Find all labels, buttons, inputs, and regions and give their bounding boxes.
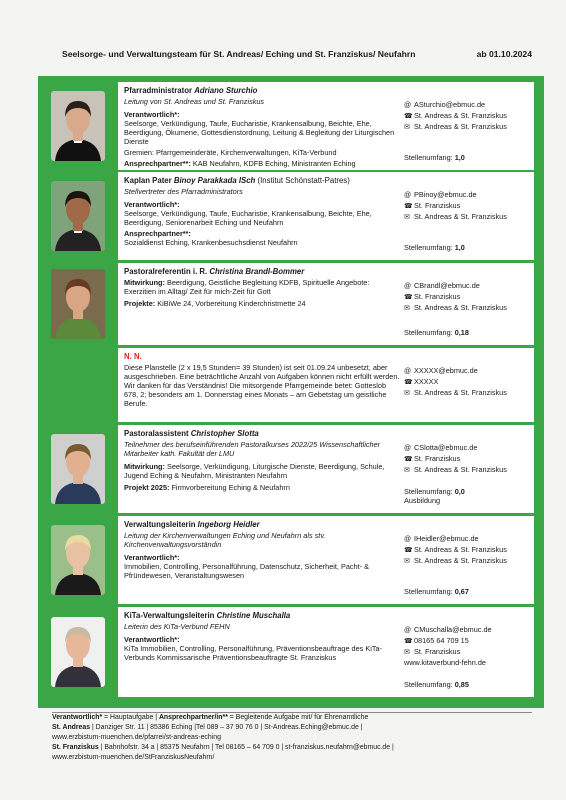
portrait-photo xyxy=(51,434,105,504)
at-icon: @ xyxy=(404,445,412,452)
staff-entry xyxy=(44,348,534,422)
staff-name-line xyxy=(124,520,400,530)
staff-scope: Stellenumfang: 1,0 xyxy=(404,152,465,162)
staff-name-line xyxy=(124,611,400,621)
staff-scope: Stellenumfang: 0,18 xyxy=(404,327,469,337)
staff-role: Pastoralreferentin i. R. xyxy=(124,267,208,276)
contact-list xyxy=(404,100,528,133)
envelope-icon: ✉ xyxy=(404,467,410,475)
contact-list xyxy=(404,534,528,567)
staff-details xyxy=(124,352,404,418)
portrait-image xyxy=(51,434,105,504)
contact-mail: ✉ St. Franziskus xyxy=(404,647,528,658)
staff-details xyxy=(124,86,404,169)
photo-cell xyxy=(44,516,112,604)
photo-cell xyxy=(44,425,112,513)
contact-list xyxy=(404,366,528,399)
contact-mail: ✉ St. Andreas & St. Franziskus xyxy=(404,303,528,314)
envelope-icon: ✉ xyxy=(404,649,410,657)
document-date: ab 01.10.2024 xyxy=(476,49,532,59)
staff-details xyxy=(124,429,404,509)
staff-details xyxy=(124,611,404,693)
contact-phone: ☎St. Franziskus xyxy=(404,201,528,212)
at-icon: @ xyxy=(404,192,412,199)
envelope-icon: ✉ xyxy=(404,390,410,398)
staff-name: Christopher Slotta xyxy=(190,429,259,438)
staff-role: Pfarradministrator xyxy=(124,86,193,95)
portrait-photo xyxy=(51,181,105,251)
portrait-photo xyxy=(51,617,105,687)
contact-phone: ☎08165 64 709 15 xyxy=(404,636,528,647)
contact-email[interactable]: @ CMuschalla@ebmuc.de xyxy=(404,625,528,636)
contact-list xyxy=(404,281,528,314)
contact-phone: ☎XXXXX xyxy=(404,377,528,388)
staff-card xyxy=(118,82,534,170)
staff-entry xyxy=(44,82,534,170)
staff-name: Adriano Sturchio xyxy=(194,86,258,95)
portrait-image xyxy=(51,91,105,161)
phone-icon: ☎ xyxy=(404,379,413,387)
staff-role: KiTa-Verwaltungsleiterin xyxy=(124,611,215,620)
staff-entry xyxy=(44,516,534,604)
staff-scope: Stellenumfang: 0,67 xyxy=(404,586,469,596)
staff-block: Mitwirkung: Beerdigung, Geistliche Begleitung KDFB, Spirituelle Angebote: Exerzitien im Alltag/ Zeit für mich-Zeit für Gott xyxy=(124,277,370,296)
contact-phone: ☎St. Franziskus xyxy=(404,292,528,303)
phone-icon: ☎ xyxy=(404,547,413,555)
staff-scope: Stellenumfang: 0,0 Ausbildung xyxy=(404,487,528,505)
contact-list xyxy=(404,443,528,476)
staff-block: Diese Planstelle (2 x 19,5 Stunden= 39 Stunden) ist seit 01.09.24 unbesetzt, aber ausgeschrieben. Eine beträchtliche Anzahl von Aufgaben können nicht erfüllt werden. Wir danken für das Verständnis! Die mitsorgende Pfarrgemeinde betet: Gotteslob 678, 2; besonders am 1. Donnerstag eines Monats – am Gebetstag um geistliche Berufe. xyxy=(124,362,400,409)
staff-subtitle: Leitung von St. Andreas und St. Franziskus xyxy=(124,96,265,106)
staff-details xyxy=(124,267,404,341)
contact-list xyxy=(404,625,528,669)
at-icon: @ xyxy=(404,283,412,290)
staff-block: Verantwortlich*: Seelsorge, Verkündigung, Taufe, Eucharistie, Krankensalbung, Beichte, Ehe, Beerdigung, Ökumene, Gottesdienstordnung, Leitung & Begleitung der Liturgischen Dienste xyxy=(124,109,395,147)
staff-contact xyxy=(404,176,528,256)
phone-icon: ☎ xyxy=(404,456,413,464)
portrait-photo xyxy=(51,525,105,595)
photo-cell xyxy=(44,82,112,170)
staff-card xyxy=(118,607,534,697)
staff-entry xyxy=(44,607,534,697)
staff-block: Verantwortlich*: Immobilien, Controlling, Personalführung, Datenschutz, Sicherheit, Pacht- & Pfründewesen, Veranstaltungswesen xyxy=(124,552,369,581)
staff-name-suffix: (Institut Schönstatt-Patres) xyxy=(257,176,350,185)
footer-franziskus: St. Franziskus | Bahnhofstr. 34 a | 85375 Neufahrn | Tel 08165 – 64 709 0 | st-franziskus.neufahrn@ebmuc.de | xyxy=(52,744,394,751)
contact-mail: ✉ St. Andreas & St. Franziskus xyxy=(404,388,528,399)
staff-scope-note: Ausbildung xyxy=(404,495,441,505)
staff-card xyxy=(118,263,534,345)
contact-email[interactable]: @ PBinoy@ebmuc.de xyxy=(404,190,528,201)
photo-cell xyxy=(44,607,112,697)
staff-contact xyxy=(404,86,528,166)
envelope-icon: ✉ xyxy=(404,558,410,566)
phone-icon: ☎ xyxy=(404,203,413,211)
staff-website[interactable]: www.kitaverbund-fehn.de xyxy=(404,658,486,668)
staff-name: Binoy Parakkada ISch xyxy=(173,176,256,185)
staff-block: Ansprechpartner**: Sozialdienst Eching, Krankenbesuchsdienst Neufahrn xyxy=(124,229,298,248)
staff-entry xyxy=(44,425,534,513)
staff-name: Christina Brandl-Bommer xyxy=(209,267,305,276)
contact-phone: ☎St. Franziskus xyxy=(404,454,528,465)
staff-card xyxy=(118,172,534,260)
contact-email[interactable]: @ ASturchio@ebmuc.de xyxy=(404,100,528,111)
contact-mail: ✉ St. Andreas & St. Franziskus xyxy=(404,122,528,133)
portrait-image xyxy=(51,525,105,595)
staff-name: Christine Muschalla xyxy=(216,611,291,620)
staff-scope: Stellenumfang: 0,85 xyxy=(404,679,469,689)
staff-card xyxy=(118,348,534,422)
contact-email[interactable]: @ XXXXX@ebmuc.de xyxy=(404,366,528,377)
contact-mail: ✉ St. Andreas & St. Franziskus xyxy=(404,212,528,223)
footer xyxy=(52,712,532,763)
staff-contact xyxy=(404,352,528,418)
photo-cell xyxy=(44,348,112,422)
staff-block: Projekte: KiBiWe 24, Vorbereitung Kinderchristmette 24 xyxy=(124,298,306,308)
staff-contact xyxy=(404,267,528,341)
staff-name-line xyxy=(124,176,400,186)
contact-email[interactable]: @ CSlotta@ebmuc.de xyxy=(404,443,528,454)
portrait-photo xyxy=(51,91,105,161)
staff-entry xyxy=(44,172,534,260)
staff-block: Mitwirkung: Seelsorge, Verkündigung, Liturgische Dienste, Beerdigung, Schule, Jugend Eching & Neufahrn, Ministranten Neufahrn xyxy=(124,461,385,481)
staff-card xyxy=(118,516,534,604)
photo-cell xyxy=(44,263,112,345)
staff-subtitle: Teilnehmer des berufseinführenden Pastoralkurses 2022/25 Wissenschaftlicher Mitarbeiter kath. Fakultät der LMU xyxy=(124,439,381,458)
staff-name-line xyxy=(124,352,400,362)
legend-contact: Ansprechpartner/in** xyxy=(158,714,228,721)
staff-subtitle: Leitung der Kirchenverwaltungen Eching und Neufahrn als stv. Kirchenverwaltungsvorständin xyxy=(124,530,326,549)
at-icon: @ xyxy=(404,536,412,543)
portrait-image xyxy=(51,269,105,339)
footer-legend: Verantwortlich* = Hauptaufgabe | Ansprechpartner/in** = Begleitende Aufgabe mit/ für Ehrenamtliche xyxy=(52,714,369,721)
legend-responsible: Verantwortlich* xyxy=(52,714,103,721)
contact-email[interactable]: @ CBrandl@ebmuc.de xyxy=(404,281,528,292)
staff-name-line xyxy=(124,86,400,96)
document-title: Seelsorge- und Verwaltungsteam für St. Andreas/ Eching und St. Franziskus/ Neufahrn xyxy=(62,49,416,59)
staff-card xyxy=(118,425,534,513)
staff-name-line xyxy=(124,429,400,439)
staff-role: Pastoralassistent xyxy=(124,429,189,438)
envelope-icon: ✉ xyxy=(404,124,410,132)
staff-subtitle: Leiterin des KiTa-Verbund FEHN xyxy=(124,621,230,631)
footer-andreas: St. Andreas | Danziger Str. 11 | 85386 Eching |Tel 089 – 37 90 76 0 | St-Andreas.Eching@ebmuc.de | xyxy=(52,724,363,731)
staff-block: Ansprechpartner**: KAB Neufahrn, KDFB Eching, Ministranten Eching xyxy=(124,159,356,169)
contact-list xyxy=(404,190,528,223)
staff-scope: Stellenumfang: 1,0 xyxy=(404,242,465,252)
staff-block: Verantwortlich*: KiTa Immobilien, Controlling, Personalführung, Präventionsbeauftrage des KiTa-Verbunds Kommissarische Präventionsbeauftragte St. Franziskus xyxy=(124,634,382,663)
staff-details xyxy=(124,520,404,600)
envelope-icon: ✉ xyxy=(404,214,410,222)
contact-email[interactable]: @ IHeidler@ebmuc.de xyxy=(404,534,528,545)
staff-block: Projekt 2025: Firmvorbereitung Eching & Neufahrn xyxy=(124,483,290,493)
footer-franziskus-web[interactable]: www.erzbistum-muenchen.de/StFranziskusNeufahrn/ xyxy=(52,754,215,761)
photo-cell xyxy=(44,172,112,260)
staff-name: Ingeborg Heidler xyxy=(197,520,260,529)
staff-role: N. N. xyxy=(124,352,142,361)
portrait-image xyxy=(51,617,105,687)
portrait-photo xyxy=(51,269,105,339)
at-icon: @ xyxy=(404,102,412,109)
staff-role: Verwaltungsleiterin xyxy=(124,520,196,529)
staff-entry xyxy=(44,263,534,345)
staff-block: Verantwortlich*: Seelsorge, Verkündigung, Taufe, Eucharistie, Krankensalbung, Beichte, Ehe, Beerdigung, Seniorenarbeit Eching und Neufahrn xyxy=(124,199,372,228)
staff-contact xyxy=(404,520,528,600)
contact-phone: ☎St. Andreas & St. Franziskus xyxy=(404,545,528,556)
staff-details xyxy=(124,176,404,256)
portrait-image xyxy=(51,181,105,251)
footer-andreas-web[interactable]: www.erzbistum-muenchen.de/pfarrei/st-andreas-eching xyxy=(52,734,221,741)
at-icon: @ xyxy=(404,368,412,375)
staff-role: Kaplan Pater xyxy=(124,176,172,185)
staff-subtitle: Stellvertreter des Pfarradministrators xyxy=(124,186,243,196)
phone-icon: ☎ xyxy=(404,113,413,121)
staff-name-line xyxy=(124,267,400,277)
staff-block: Gremien: Pfarrgemeinderäte, Kirchenverwaltungen, KiTa-Verbund xyxy=(124,148,337,158)
contact-phone: ☎St. Andreas & St. Franziskus xyxy=(404,111,528,122)
envelope-icon: ✉ xyxy=(404,305,410,313)
phone-icon: ☎ xyxy=(404,294,413,302)
contact-mail: ✉ St. Andreas & St. Franziskus xyxy=(404,556,528,567)
staff-contact xyxy=(404,611,528,693)
at-icon: @ xyxy=(404,627,412,634)
photo-placeholder xyxy=(51,350,105,420)
phone-icon: ☎ xyxy=(404,638,413,646)
staff-contact xyxy=(404,429,528,509)
contact-mail: ✉ St. Andreas & St. Franziskus xyxy=(404,465,528,476)
page-title xyxy=(62,49,532,59)
